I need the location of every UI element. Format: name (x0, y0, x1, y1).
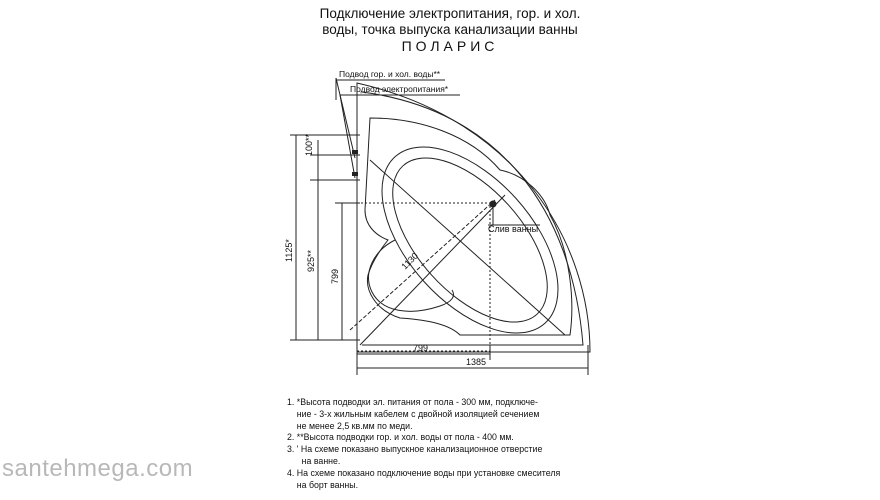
note-line: 3. ' На схеме показано выпускное канализационное отверстие (287, 444, 543, 455)
tub-inner-rim (365, 118, 572, 335)
dim-1385-label: 1385 (466, 357, 487, 367)
dim-1125-label: 1125* (284, 239, 294, 262)
dim-799-horizontal-label: 799 (413, 343, 429, 353)
watermark-text: santehmega.com (2, 455, 194, 482)
power-supply-callout: Подвод электропитания* (350, 84, 449, 94)
basin-outer (349, 115, 591, 364)
note-line: 1. *Высота подводки эл. питания от пола - 300 мм, подключе- (287, 397, 538, 407)
dim-100-label: 100** (304, 133, 314, 156)
title-line-2: воды, точка выпуска канализации ванны (322, 22, 578, 37)
dim-1130-label: 1130 (399, 250, 421, 272)
notes-block (287, 397, 617, 491)
dim-925-label: 925** (306, 249, 316, 272)
title-line-3: ПОЛАРИС (401, 38, 499, 54)
title-line-1: Подключение электропитания, гор. и хол. (319, 6, 581, 21)
note-line: ние - 3-х жильным кабелем с двойной изоляцией сечением (287, 408, 540, 419)
drain-callout: Слив ванны (488, 224, 539, 234)
note-line: на ванне. (287, 455, 341, 466)
square-799 (357, 203, 490, 351)
note-line: на борт ванны. (287, 479, 359, 490)
dim-799-vertical-label: 799 (330, 268, 340, 284)
tub-outer-rim (362, 92, 583, 345)
water-supply-callout: Подвод гор. и хол. воды** (339, 69, 441, 79)
note-line: не менее 2,5 кв.мм по меди. (287, 420, 413, 431)
note-line: 2. **Высота подводки гор. и хол. воды от пола - 400 мм. (287, 432, 514, 443)
note-line: 4. На схеме показано подключение воды при установке смесителя (287, 467, 561, 478)
